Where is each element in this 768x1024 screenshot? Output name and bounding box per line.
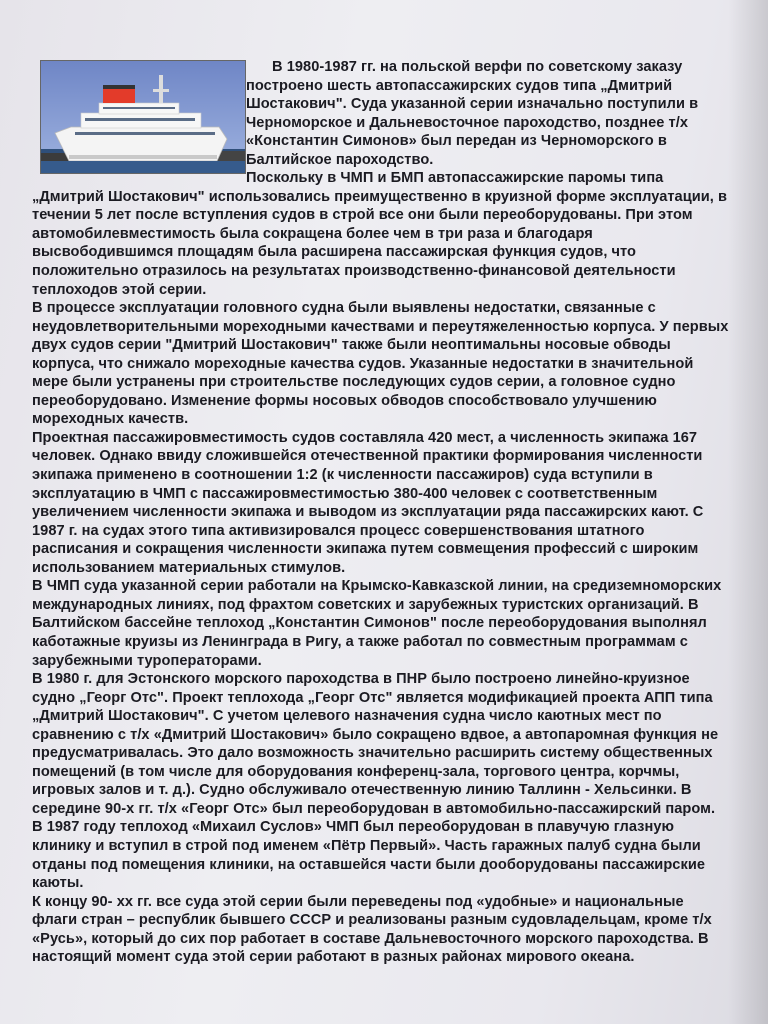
paragraph: В 1980-1987 гг. на польской верфи по советскому заказу построено шесть автопассажирских судов типа „Дмитрий Шостакович". Суда указанной серии изначально поступили в Черноморское и Дальневосточное пароходство, позднее т/х «Константин Симонов» был передан из Черноморского в Балтийское пароходство. (246, 59, 699, 168)
paragraph: В 1980 г. для Эстонского морского пароходства в ПНР было построено линейно-круизное судно „Георг Отс". Проект теплохода „Георг Отс" является модификацией проекта АПП типа „Дмитрий Шостакович". С учетом целевого назначения судна число каютных мест по сравнению с т/х «Дмитрий Шостакович» было сокращено вдвое, а автопаромная функция не предусматривалась. Это дало возможность значительно расширить систему общественных помещений (в том числе для оборудования конференц-зала, торгового центра, корчмы, игровых залов и т. д.). Судно обслуживало отечественную линию Таллинн - Хельсинки. В середине 90-х гг. т/х «Георг Отс» был переоборудован в автомобильно-пассажирский паром. (32, 671, 719, 817)
edge-shadow (728, 0, 768, 1024)
article-text (32, 58, 732, 967)
paragraph: К концу 90- хх гг. все суда этой серии были переведены под «удобные» и национальные флаги стран – республик бывшего СССР и реализованы разным судовладельцам, кроме т/х «Русь», который до сих пор работает в составе Дальневосточного морского пароходства. В настоящий момент суда этой серии работают в разных районах мирового океана. (32, 893, 712, 966)
paragraph: В процессе эксплуатации головного судна были выявлены недостатки, связанные с неудовлетворительными мореходными качествами и переутяжеленностью корпуса. У первых двух судов серии "Дмитрий Шостакович" также были неоптимальны носовые обводы корпуса, что снижало мореходные качества судов. Указанные недостатки в значительной мере были устранены при строительстве последующих судов серии, а головное судно переоборудовано. Изменение формы носовых обводов способствовало улучшению мореходных качеств. (32, 300, 729, 428)
paragraph: Проектная пассажировместимость судов составляла 420 мест, а численность экипажа 167 человек. Однако ввиду сложившейся отечественной практики формирования численности экипажа применено в соотношении 1:2 (к численности пассажиров) суда вступили в эксплуатацию в ЧМП с пассажировместимостью 380-400 человек с соответственным увеличением численности экипажа и выводом из эксплуатации ряда пассажирских кают. С 1987 г. на судах этого типа активизировался процесс совершенствования штатного расписания и сокращения численности экипажа путем совмещения профессий с широким использованием материальных стимулов. (32, 429, 704, 576)
paragraph: В ЧМП суда указанной серии работали на Крымско-Кавказской линии, на средиземноморских международных линиях, под фрахтом советских и зарубежных туристских организаций. В Балтийском бассейне теплоход „Константин Симонов" после переоборудования выполнял каботажные круизы из Ленинграда в Ригу, а также работал по совместным программам с зарубежными туроператорами. (32, 578, 722, 669)
photo-spacer (32, 58, 246, 170)
paragraph: Поскольку в ЧМП и БМП автопассажирские паромы типа „Дмитрий Шостакович" использовались преимущественно в круизной форме эксплуатации, в течении 5 лет после вступления судов в строй все они были переоборудованы. При этом автомобилевместимость была сокращена более чем в три раза и благодаря высвободившимся площадям была расширена пассажирская функция судов, что положительно отразилось на результатах производственно-финансовой деятельности теплоходов этой серии. (32, 170, 728, 298)
paragraph: В 1987 году теплоход «Михаил Суслов» ЧМП был переоборудован в плавучую глазную клинику и вступил в строй под именем «Пётр Первый». Часть гаражных палуб судна были отданы под помещения клиники, на оставшейся части были дооборудованы пассажирские каюты. (32, 819, 706, 892)
